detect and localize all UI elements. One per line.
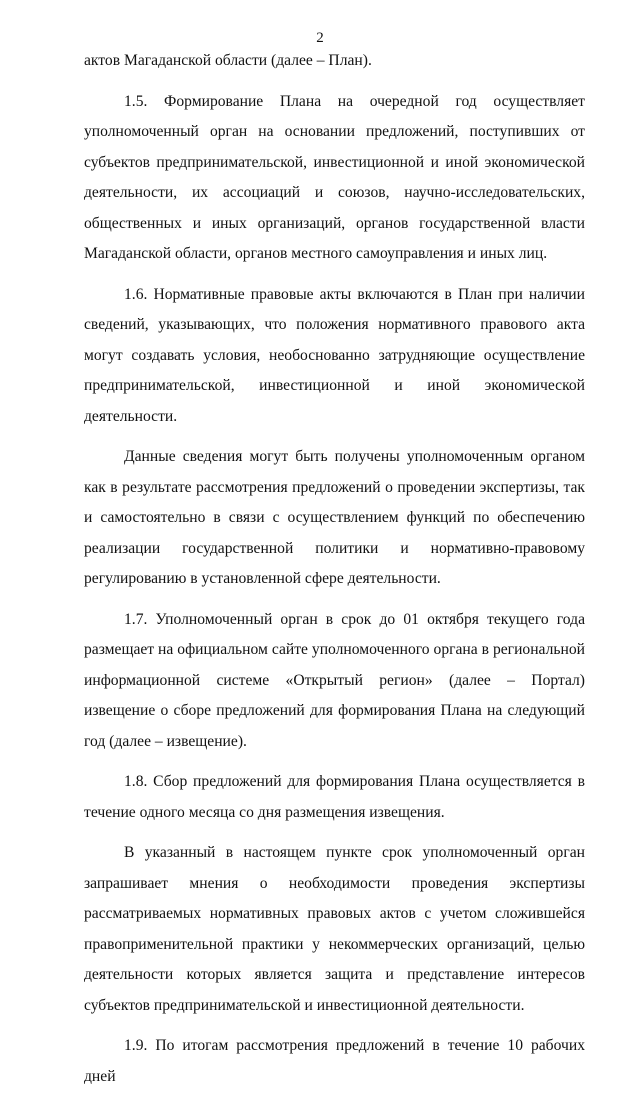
paragraph-1-9: 1.9. По итогам рассмотрения предложений в течение 10 рабочих дней (84, 1037, 585, 1085)
document-body (84, 46, 585, 1102)
paragraph-continuation: актов Магаданской области (далее – План). (84, 52, 372, 69)
paragraph-1-6: 1.6. Нормативные правовые акты включаются в План при наличии сведений, указывающих, что положения нормативного правового акта могут создавать условия, необоснованно затрудняющие осуществление предпринимательской, инвестиционной и иной экономической деятельности. (84, 285, 585, 425)
page-number: 2 (316, 30, 324, 46)
paragraph-1-8: 1.8. Сбор предложений для формирования Плана осуществляется в течение одного месяца со дня размещения извещения. (84, 773, 585, 821)
paragraph-1-7: 1.7. Уполномоченный орган в срок до 01 октября текущего года размещает на официальном сайте уполномоченного органа в региональной информационной системе «Открытый регион» (далее – Портал) извещение о сборе предложений для формирования Плана на следующий год (далее – извещение). (84, 610, 585, 750)
paragraph-1-5: 1.5. Формирование Плана на очередной год осуществляет уполномоченный орган на основании предложений, поступивших от субъектов предпринимательской, инвестиционной и иной экономической деятельности, их ассоциаций и союзов, научно-исследовательских, общественных и иных организаций, органов государственной власти Магаданской области, органов местного самоуправления и иных лиц. (84, 92, 585, 262)
paragraph-1-8-opinions: В указанный в настоящем пункте срок уполномоченный орган запрашивает мнения о необходимости проведения экспертизы рассматриваемых нормативных правовых актов с учетом сложившейся правоприменительной практики у некоммерческих организаций, целью деятельности которых является защита и представление интересов субъектов предпринимательской и инвестиционной деятельности. (84, 844, 585, 1014)
paragraph-1-6-sources: Данные сведения могут быть получены уполномоченным органом как в результате рассмотрения предложений о проведении экспертизы, так и самостоятельно в связи с осуществлением функций по обеспечению реализации государственной политики и нормативно-правовому регулированию в установленной сфере деятельности. (84, 448, 585, 587)
